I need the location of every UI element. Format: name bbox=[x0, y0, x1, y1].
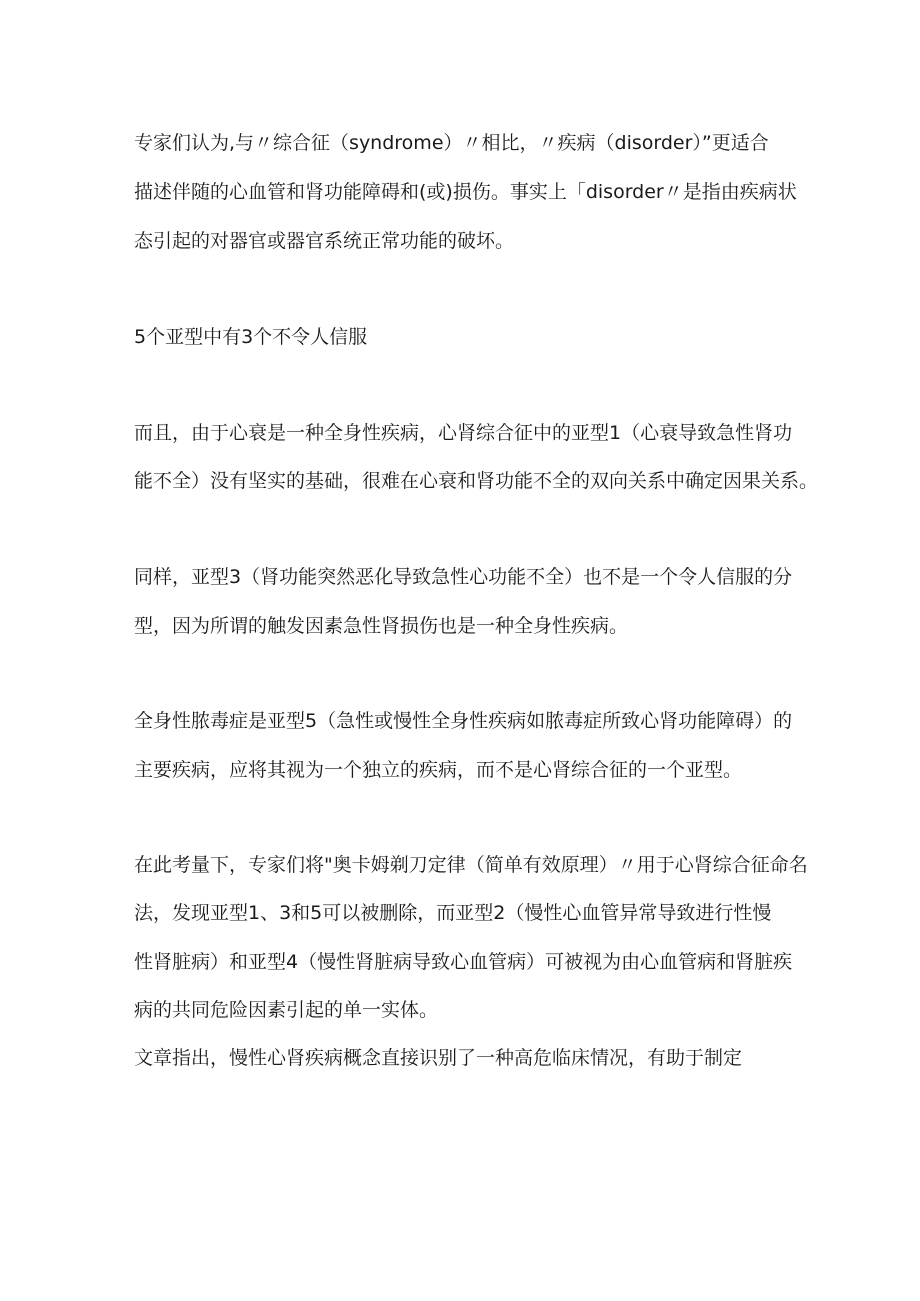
text-line: 法，发现亚型1、3和5可以被删除，而亚型2（慢性心血管异常导致进行性慢 bbox=[134, 902, 772, 924]
subheading-line: 5个亚型中有3个不令人信服 bbox=[134, 326, 368, 348]
text-line: 文章指出，慢性心肾疾病概念直接识别了一种高危临床情况，有助于制定 bbox=[134, 1047, 743, 1069]
text-line: 态引起的对器官或器官系统正常功能的破坏。 bbox=[134, 230, 515, 252]
text-line: 型，因为所谓的触发因素急性肾损伤也是一种全身性疾病。 bbox=[134, 615, 629, 637]
text-line: 主要疾病，应将其视为一个独立的疾病，而不是心肾综合征的一个亚型。 bbox=[134, 759, 743, 781]
text-line: 全身性脓毒症是亚型5（急性或慢性全身性疾病如脓毒症所致心肾功能障碍）的 bbox=[134, 710, 793, 732]
text-line: 病的共同危险因素引起的单一实体。 bbox=[134, 999, 439, 1021]
text-line: 性肾脏病）和亚型4（慢性肾脏病导致心血管病）可被视为由心血管病和肾脏疾 bbox=[134, 951, 793, 973]
text-line: 专家们认为,与〃综合征（syndrome）〃相比，〃疾病（disorder）”更适合 bbox=[134, 132, 769, 154]
text-line: 在此考量下，专家们将"奥卡姆剃刀定律（简单有效原理）〃用于心肾综合征命名 bbox=[134, 854, 808, 876]
text-line: 描述伴随的心血管和肾功能障碍和(或)损伤。事实上「disorder〃是指由疾病状 bbox=[134, 181, 797, 203]
text-line: 能不全）没有坚实的基础，很难在心衰和肾功能不全的双向关系中确定因果关系。 bbox=[134, 470, 819, 492]
text-line: 而且，由于心衰是一种全身性疾病，心肾综合征中的亚型1（心衰导致急性肾功 bbox=[134, 422, 793, 444]
text-line: 同样，亚型3（肾功能突然恶化导致急性心功能不全）也不是一个令人信服的分 bbox=[134, 566, 793, 588]
